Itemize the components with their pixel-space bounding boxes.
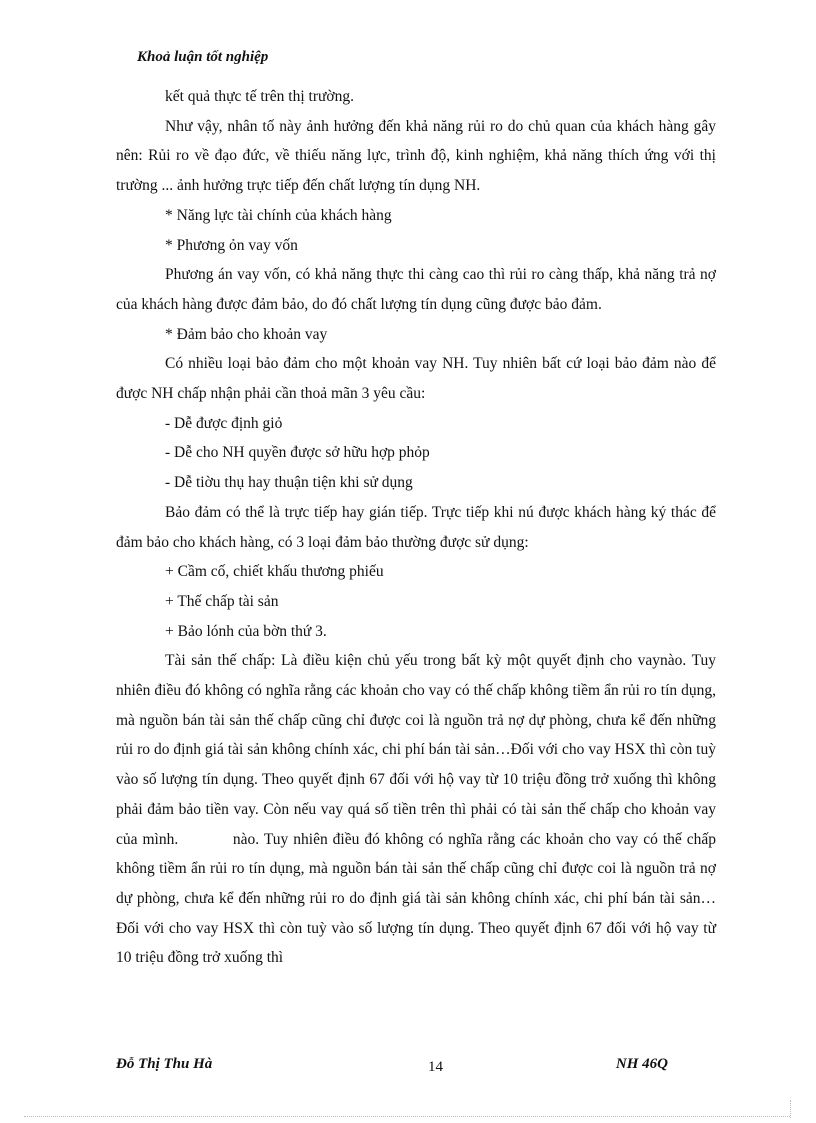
paragraph: * Năng lực tài chính của khách hàng (165, 206, 392, 224)
footer-class-code: NH 46Q (615, 1056, 668, 1072)
page-border-bottom (24, 1116, 790, 1117)
paragraph: Tài sản thế chấp: Là điều kiện chủ yếu trong bất kỳ một quyết định cho vaynào. Tuy nhiên điều đó không có nghĩa rằng các khoản cho vay có thế chấp không tiềm ẩn rủi ro tín dụng, mà nguồn bán tài sản thế chấp cũng chỉ được coi là nguồn trả nợ dự phòng, chưa kể đến những rủi ro do định giá tài sản không chính xác, chi phí bán tài sản…Đối với cho vay HSX thì còn tuỳ vào số lượng tín dụng. Theo quyết định 67 đối với hộ vay từ 10 triệu đồng trở xuống thì không phải đảm bảo tiền vay. Còn nếu vay quá số tiền trên thì phải có tài sản thế chấp cho khoản vay của mình. nào. Tuy nhiên điều đó không có nghĩa rằng các khoản cho vay có thế chấp không tiềm ẩn rủi ro tín dụng, mà nguồn bán tài sản thế chấp cũng chỉ được coi là nguồn trả nợ dự phòng, chưa kể đến những rủi ro do định giá tài sản không chính xác, chi phí bán tài sản…Đối với cho vay HSX thì còn tuỳ vào số lượng tín dụng. Theo quyết định 67 đối với hộ vay từ 10 triệu đồng trở xuống thì (116, 652, 720, 967)
paragraph: * Đảm bảo cho khoản vay (165, 325, 328, 343)
paragraph: + Cầm cố, chiết khấu thương phiếu (165, 563, 384, 581)
paragraph: + Thế chấp tài sản (165, 592, 279, 610)
paragraph: + Bảo lónh của bờn thứ 3. (165, 622, 327, 640)
paragraph: Bảo đảm có thể là trực tiếp hay gián tiếp. Trực tiếp khi nú được khách hàng ký thác để đảm bảo cho khách hàng, có 3 loại đảm bảo thường được sử dụng: (116, 503, 720, 551)
paragraph: - Dễ tiờu thụ hay thuận tiện khi sử dụng (165, 474, 413, 492)
paragraph: * Phương ỏn vay vốn (165, 236, 298, 254)
paragraph: Như vậy, nhân tố này ảnh hưởng đến khả năng rủi ro do chủ quan của khách hàng gây nên: Rủi ro về đạo đức, về thiếu năng lực, trình độ, kinh nghiệm, khả năng thích ứng với thị trường ... ảnh hưởng trực tiếp đến chất lượng tín dụng NH. (116, 117, 720, 195)
page-border-right (790, 1100, 791, 1118)
document-header-title: Khoả luận tốt nghiệp (137, 49, 269, 65)
page-number: 14 (428, 1059, 443, 1075)
document-body (116, 82, 720, 973)
footer-author: Đỗ Thị Thu Hà (116, 1056, 213, 1072)
paragraph: Có nhiều loại bảo đảm cho một khoản vay NH. Tuy nhiên bất cứ loại bảo đảm nào để được NH chấp nhận phải cần thoả mãn 3 yêu cầu: (116, 355, 720, 403)
paragraph: Phương án vay vốn, có khả năng thực thi càng cao thì rủi ro càng thấp, khả năng trả nợ của khách hàng được đảm bảo, do đó chất lượng tín dụng cũng được bảo đảm. (116, 266, 720, 313)
paragraph: - Dễ cho NH quyền được sở hữu hợp phỏp (165, 444, 430, 462)
paragraph: kết quả thực tế trên thị trường. (165, 88, 354, 105)
page-footer (116, 1056, 668, 1080)
paragraph: - Dễ được định giỏ (165, 414, 283, 432)
